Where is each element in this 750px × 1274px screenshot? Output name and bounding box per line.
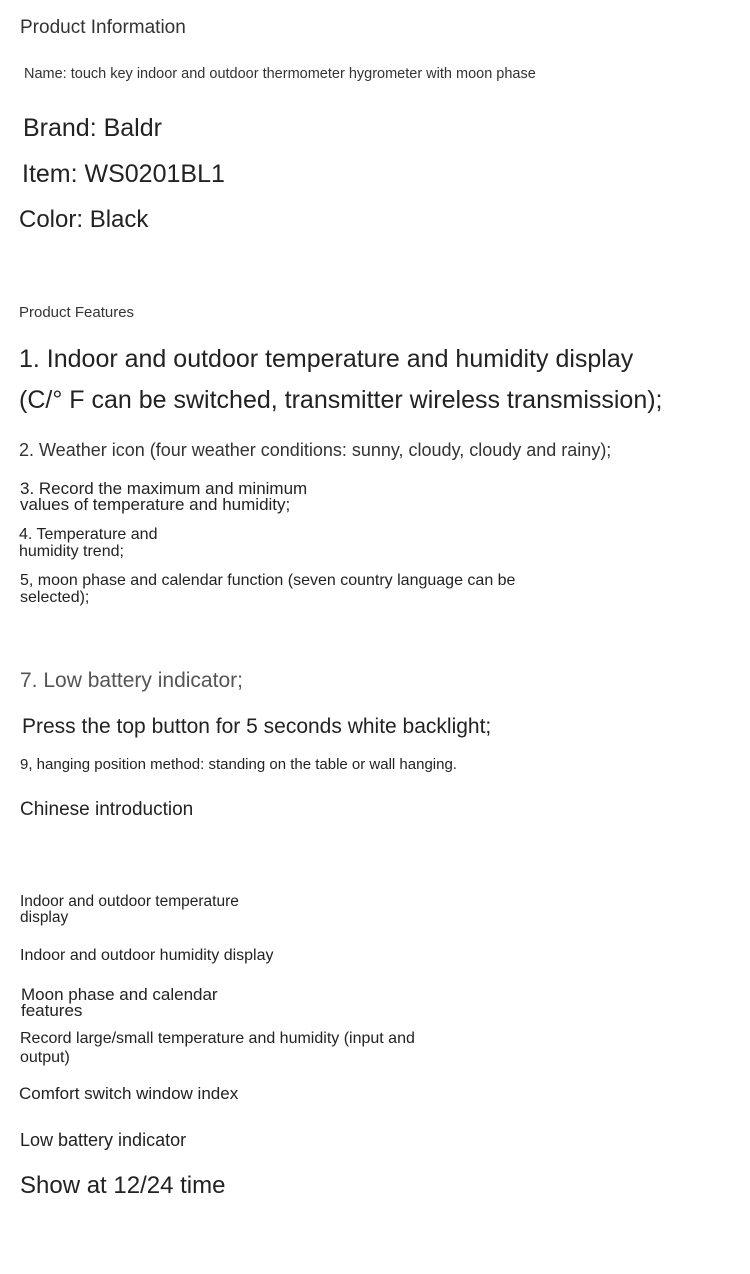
intro-item-1-line-2: display bbox=[20, 909, 69, 926]
intro-item-1-line-1: Indoor and outdoor temperature bbox=[20, 893, 239, 910]
feature-3-line-1: 3. Record the maximum and minimum bbox=[20, 479, 308, 498]
intro-item-5: Comfort switch window index bbox=[19, 1084, 239, 1103]
feature-3-line-2: values of temperature and humidity; bbox=[20, 495, 291, 514]
feature-2: 2. Weather icon (four weather conditions: sunny, cloudy, cloudy and rainy); bbox=[19, 440, 612, 460]
intro-item-3-line-1: Moon phase and calendar bbox=[21, 985, 218, 1004]
section-heading-product-features: Product Features bbox=[19, 304, 135, 321]
section-heading-chinese-introduction: Chinese introduction bbox=[20, 799, 194, 820]
product-color: Color: Black bbox=[19, 206, 149, 233]
product-name: Name: touch key indoor and outdoor thermometer hygrometer with moon phase bbox=[24, 66, 536, 82]
section-heading-product-information: Product Information bbox=[20, 17, 186, 38]
product-item: Item: WS0201BL1 bbox=[22, 160, 225, 188]
feature-8: Press the top button for 5 seconds white backlight; bbox=[22, 715, 492, 738]
feature-5-line-1: 5, moon phase and calendar function (seven country language can be bbox=[20, 572, 516, 589]
intro-item-4-line-1: Record large/small temperature and humidity (input and bbox=[20, 1030, 415, 1047]
intro-item-4-line-2: output) bbox=[20, 1049, 70, 1066]
intro-item-2: Indoor and outdoor humidity display bbox=[20, 947, 274, 964]
feature-4-line-2: humidity trend; bbox=[19, 543, 124, 560]
feature-1-line-2: (C/° F can be switched, transmitter wireless transmission); bbox=[19, 386, 663, 414]
feature-4-line-1: 4. Temperature and bbox=[19, 526, 158, 543]
intro-item-6: Low battery indicator bbox=[20, 1130, 187, 1150]
feature-9: 9, hanging position method: standing on the table or wall hanging. bbox=[20, 756, 457, 773]
product-brand: Brand: Baldr bbox=[23, 114, 162, 142]
feature-1-line-1: 1. Indoor and outdoor temperature and humidity display bbox=[19, 345, 634, 373]
intro-item-3-line-2: features bbox=[21, 1001, 83, 1020]
feature-5-line-2: selected); bbox=[20, 589, 90, 606]
feature-7: 7. Low battery indicator; bbox=[20, 669, 243, 692]
intro-item-7: Show at 12/24 time bbox=[20, 1172, 226, 1199]
